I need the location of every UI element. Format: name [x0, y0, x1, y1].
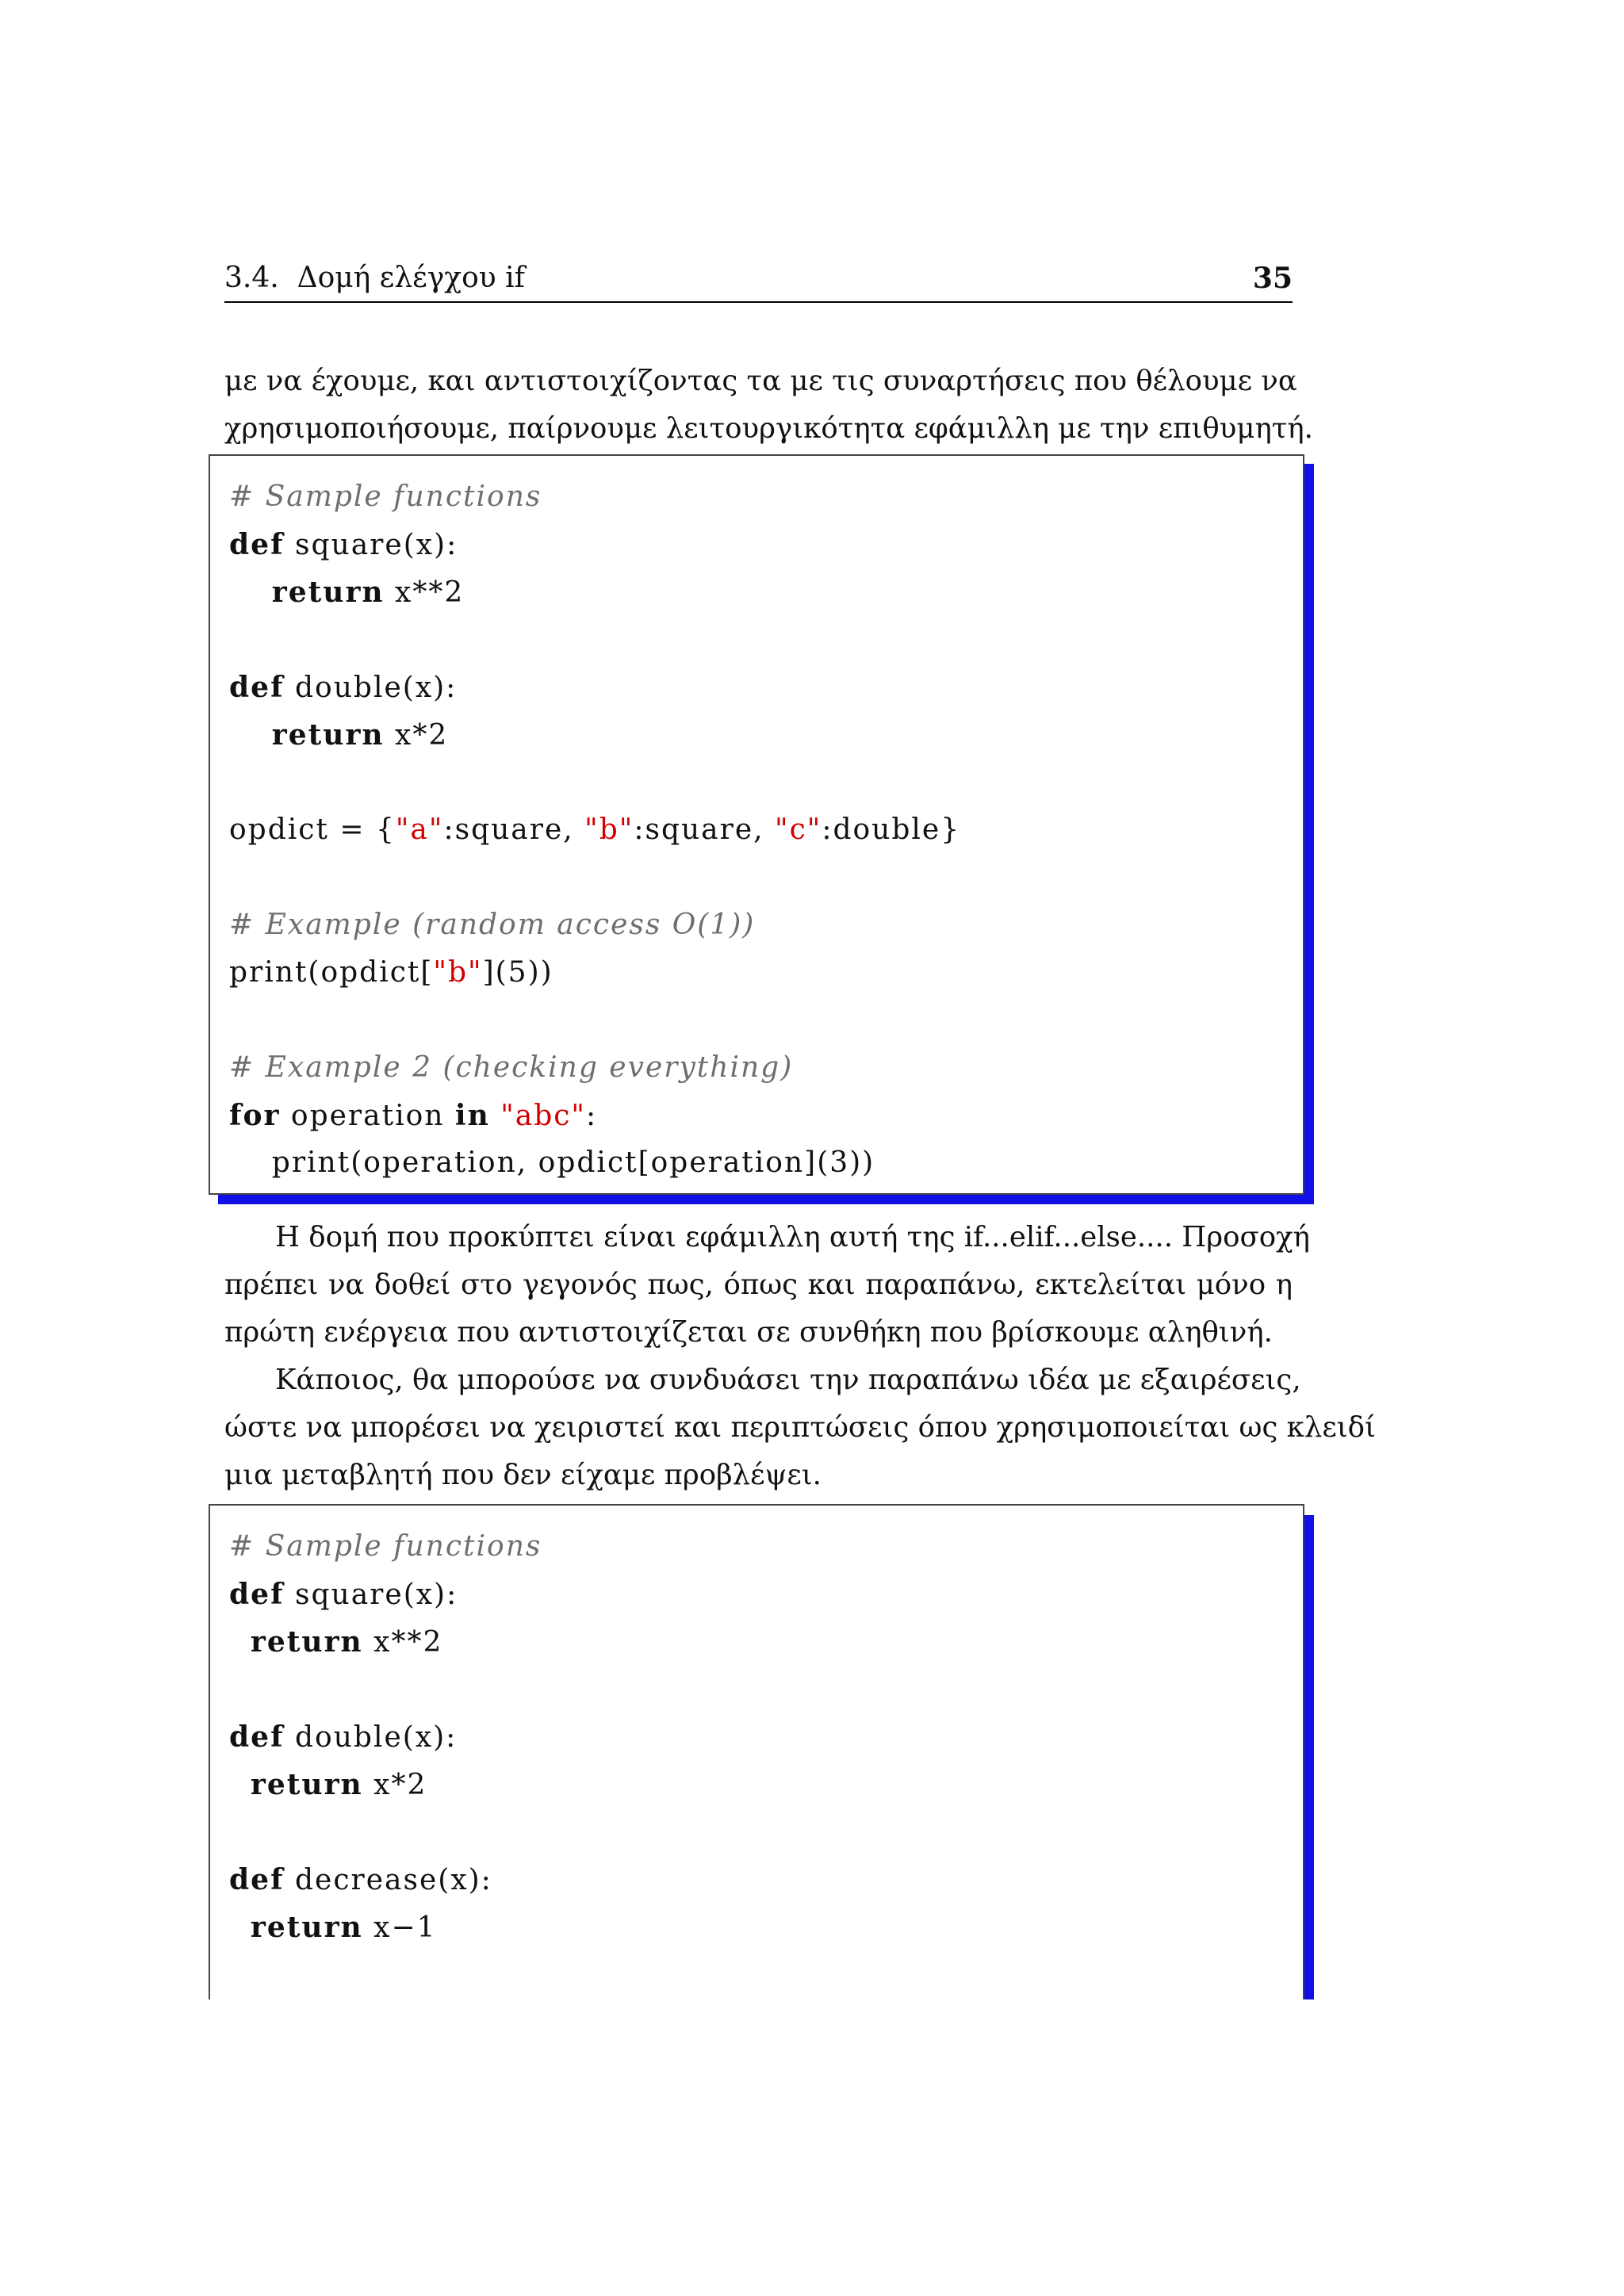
code-keyword: for	[229, 1099, 281, 1132]
page-number: 35	[1252, 262, 1293, 295]
code-line	[229, 1092, 960, 1139]
code-keyword: return	[250, 1625, 363, 1659]
code-line	[229, 997, 960, 1044]
code-line	[229, 473, 960, 521]
code-line	[229, 1904, 542, 1951]
code-text: double(x):	[284, 1721, 458, 1754]
text-line: χρησιμοποιήσουμε, παίρνουμε λειτουργικότητα εφάμιλλη με την επιθυμητή.	[224, 412, 1313, 445]
code-text: x**2	[384, 576, 465, 609]
code-line	[229, 1618, 542, 1666]
code-text: decrease(x):	[284, 1864, 492, 1896]
code-keyword: def	[229, 1720, 285, 1754]
code-text: x*2	[362, 1769, 427, 1801]
code-keyword: return	[271, 718, 385, 752]
code-text	[229, 719, 272, 752]
code-text	[229, 1911, 251, 1944]
code-text: double(x):	[284, 672, 458, 704]
code-line	[229, 1044, 960, 1092]
code-keyword: def	[229, 1578, 285, 1611]
code-text: x−1	[362, 1911, 437, 1944]
text-line: μια μεταβλητή που δεν είχαμε προβλέψει.	[224, 1459, 822, 1491]
text-line: με να έχουμε, και αντιστοιχίζοντας τα με τις συναρτήσεις που θέλουμε να	[224, 365, 1297, 397]
code-line	[229, 711, 960, 759]
code-line	[229, 1571, 542, 1618]
code-string: "abc"	[500, 1100, 586, 1132]
code-line	[229, 616, 960, 664]
code-text: x**2	[362, 1626, 443, 1659]
code-text: :square,	[634, 813, 776, 846]
code-line	[229, 1139, 960, 1187]
code-keyword: return	[250, 1768, 363, 1801]
code-line	[229, 806, 960, 854]
code-line	[229, 1713, 542, 1761]
code-string: "a"	[395, 813, 444, 846]
code-comment: # Sample functions	[229, 1530, 542, 1563]
code-comment: # Example (random access O(1))	[229, 909, 756, 941]
code-text	[490, 1100, 500, 1132]
middle-paragraphs	[224, 1214, 1376, 1499]
code-text: square(x):	[284, 529, 458, 561]
code-text: opdict = {	[229, 813, 396, 846]
text-line: Κάποιος, θα μπορούσε να συνδυάσει την παραπάνω ιδέα με εξαιρέσεις,	[275, 1364, 1301, 1396]
text-line: ώστε να μπορέσει να χειριστεί και περιπτώσεις όπου χρησιμοποιείται ως κλειδί	[224, 1411, 1376, 1444]
text-line: πρώτη ενέργεια που αντιστοιχίζεται σε συνθήκη που βρίσκουμε αληθινή.	[224, 1316, 1273, 1349]
box-shadow-edge	[1304, 1515, 1314, 1999]
code-line	[229, 1761, 542, 1808]
code-text	[229, 1769, 251, 1801]
code-line	[229, 664, 960, 711]
code-line	[229, 949, 960, 997]
text-line: πρέπει να δοθεί στο γεγονός πως, όπως και παραπάνω, εκτελείται μόνο η	[224, 1269, 1293, 1301]
code-text	[229, 1626, 251, 1659]
code-line	[229, 568, 960, 616]
code-keyword: return	[250, 1911, 363, 1944]
code-line	[229, 854, 960, 901]
code-line	[229, 521, 960, 568]
section-title: 3.4. Δομή ελέγχου if	[224, 262, 525, 294]
code-text: :double}	[822, 813, 961, 846]
code-text: :square,	[443, 813, 585, 846]
code-text: print(operation, opdict[operation](3))	[229, 1146, 875, 1179]
code-text: x*2	[384, 719, 449, 752]
code-text	[229, 576, 272, 609]
code-keyword: def	[229, 1863, 285, 1896]
code-text: :	[586, 1100, 598, 1132]
intro-paragraph	[224, 358, 1313, 453]
code-block	[229, 473, 960, 1187]
code-listing-1	[209, 454, 1304, 1195]
code-line	[229, 1808, 542, 1856]
running-header	[224, 262, 1293, 303]
code-keyword: in	[454, 1099, 490, 1132]
code-string: "b"	[584, 813, 634, 846]
text-line: Η δομή που προκύπτει είναι εφάμιλλη αυτή της if...elif...else.... Προσοχή	[275, 1221, 1310, 1253]
code-string: "b"	[433, 956, 483, 989]
code-line	[229, 1523, 542, 1571]
code-line	[229, 1666, 542, 1713]
code-keyword: def	[229, 528, 285, 561]
code-comment: # Example 2 (checking everything)	[229, 1051, 794, 1084]
code-text: operation	[280, 1100, 455, 1132]
code-block	[229, 1523, 542, 1951]
code-comment: # Sample functions	[229, 480, 542, 513]
code-line	[229, 759, 960, 806]
code-line	[229, 901, 960, 949]
code-text: print(opdict[	[229, 956, 434, 989]
code-string: "c"	[775, 813, 822, 846]
code-text: square(x):	[284, 1578, 458, 1611]
code-keyword: def	[229, 671, 285, 704]
code-line	[229, 1856, 542, 1904]
code-text: ](5))	[482, 956, 553, 989]
code-listing-2	[209, 1504, 1304, 1999]
code-keyword: return	[271, 576, 385, 609]
